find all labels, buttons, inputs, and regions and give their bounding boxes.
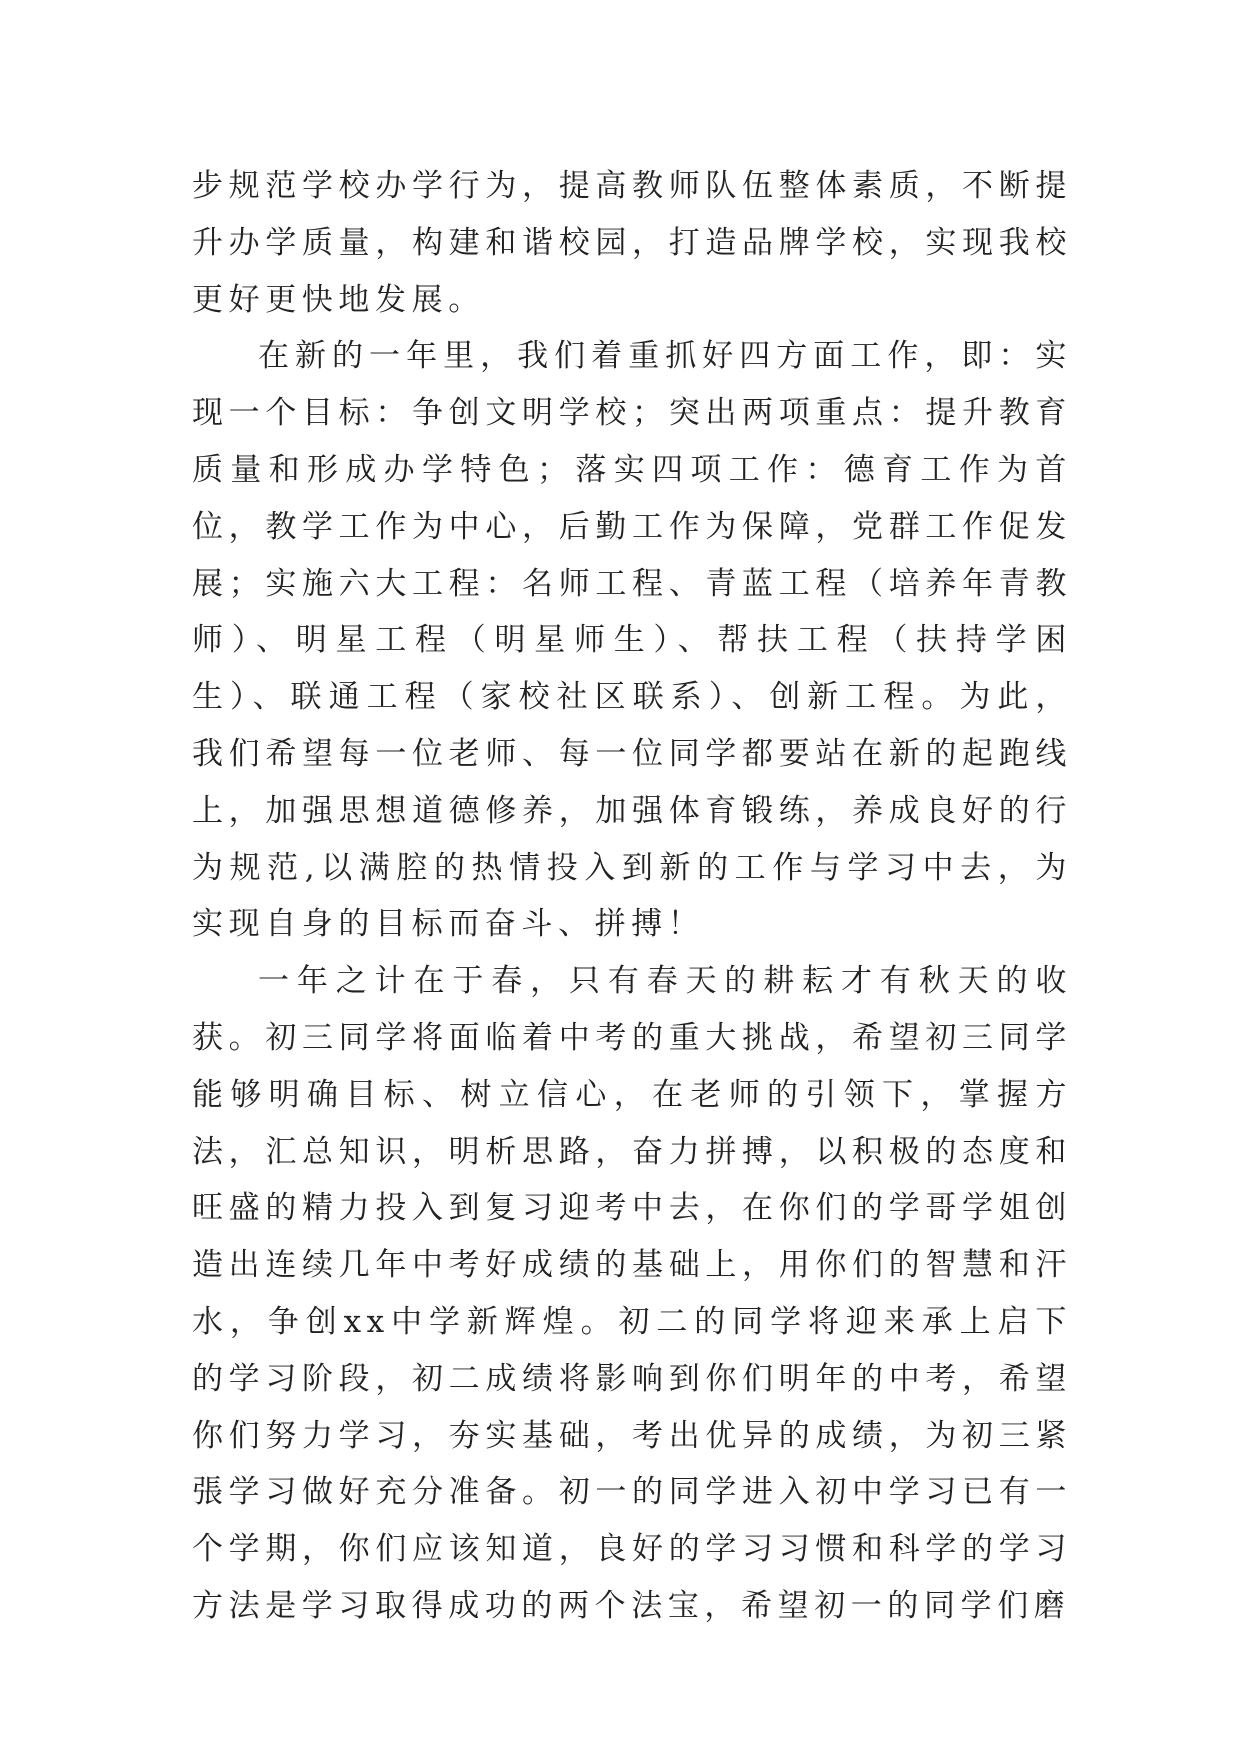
paragraph-spring-study: 一年之计在于春，只有春天的耕耘才有秋天的收获。初三同学将面临着中考的重大挑战，希望初三同学能够明确目标、树立信心，在老师的引领下，掌握方法，汇总知识，明析思路，奋力拼搏，以积极的态度和旺盛的精力投入到复习迎考中去，在你们的学哥学姐创造出连续几年中考好成绩的基础上，用你们的智慧和汗水，争创xx中学新辉煌。初二的同学将迎来承上启下的学习阶段，初二成绩将影响到你们明年的中考，希望你们努力学习，夯实基础，考出优异的成绩，为初三紧張学习做好充分准备。初一的同学进入初中学习已有一个学期，你们应该知道，良好的学习习惯和科学的学习方法是学习取得成功的两个法宝，希望初一的同学们磨 <box>192 963 1072 1624</box>
paragraph-continuation: 步规范学校办学行为，提高教师队伍整体素质，不断提升办学质量，构建和谐校园，打造品牌学校，实现我校更好更快地发展。 <box>192 168 1072 318</box>
body-text <box>192 158 1072 1635</box>
paragraph-work-plan: 在新的一年里，我们着重抓好四方面工作，即：实现一个目标：争创文明学校；突出两项重点：提升教育质量和形成办学特色；落实四项工作：德育工作为首位，教学工作为中心，后勤工作为保障，党群工作促发展；实施六大工程：名师工程、青蓝工程（培养年青教师）、明星工程（明星师生）、帮扶工程（扶持学困生）、联通工程（家校社区联系）、创新工程。为此，我们希望每一位老师、每一位同学都要站在新的起跑线上，加强思想道德修养，加强体育锻练，养成良好的行为规范,以满腔的热情投入到新的工作与学习中去，为实现自身的目标而奋斗、拼搏！ <box>192 338 1072 943</box>
